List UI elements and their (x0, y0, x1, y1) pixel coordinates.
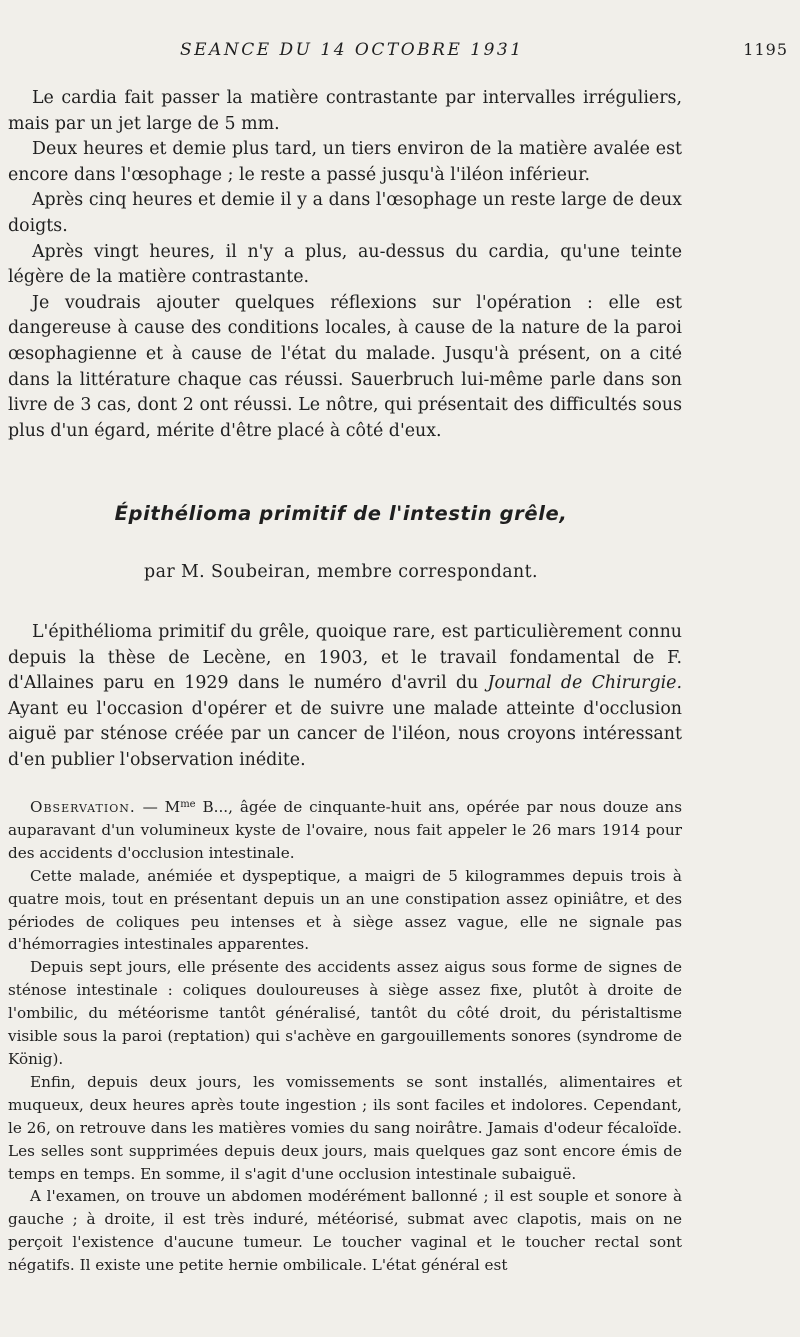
observation-first-text: B..., âgée de cinquante-huit ans, opérée par nous douze ans auparavant d'un volumineux kyste de l'ovaire, nous fait appeler le 26 mars 1914 pour des accidents d'occlusion intestinale. (8, 798, 682, 862)
page-header (10, 40, 800, 64)
intro-text-end: Ayant eu l'occasion d'opérer et de suivre une malade atteinte d'occlusion aiguë par sténose créée par un cancer de l'iléon, nous croyons intéressant d'en publier l'observation inédite. (8, 698, 682, 770)
article-byline: par M. Soubeiran, membre correspondant. (144, 562, 538, 582)
paragraph (8, 620, 682, 774)
observation-label: Observation. (30, 798, 136, 816)
paragraph: Je voudrais ajouter quelques réflexions sur l'opération : elle est dangereuse à cause des conditions locales, à cause de la nature de la paroi œsophagienne et à cause de l'état du malade. Jusqu'à présent, on a cité dans la littérature chaque cas réussi. Sauerbruch lui-même parle dans son livre de 3 cas, dont 2 ont réussi. Le nôtre, qui présentait des difficultés sous plus d'un égard, mérite d'être placé à côté d'eux. (8, 292, 682, 441)
paragraph: Après cinq heures et demie il y a dans l'œsophage un reste large de deux doigts. (8, 190, 682, 236)
paragraph: A l'examen, on trouve un abdomen modérément ballonné ; il est souple et sonore à gauche ; à droite, il est très induré, météorisé, submat avec clapotis, mais on ne perçoit l'existence d'aucune tumeur. Le toucher vaginal et le toucher rectal sont négatifs. Il existe une petite hernie ombilicale. L'état général est (8, 1187, 682, 1275)
running-title: SEANCE DU 14 OCTOBRE 1931 (180, 40, 524, 60)
paragraph: Après vingt heures, il n'y a plus, au-dessus du cardia, qu'une teinte légère de la matière contrastante. (8, 241, 682, 288)
paragraph: Deux heures et demie plus tard, un tiers environ de la matière avalée est encore dans l'œsophage ; le reste a passé jusqu'à l'iléon inférieur. (8, 139, 682, 185)
article-title: Épithélioma primitif de l'intestin grêle, (114, 502, 568, 525)
paragraph: Cette malade, anémiée et dyspeptique, a maigri de 5 kilogrammes depuis trois à quatre mois, tout en présentant depuis un an une constipation assez opiniâtre, et des périodes de coliques peu intenses et à siège assez vague, elle ne signale pas d'hémorragies intestinales apparentes. (8, 866, 682, 954)
title-superscript: me (180, 799, 196, 810)
journal-name: Journal de Chirurgie. (487, 673, 683, 694)
paragraph: Enfin, depuis deux jours, les vomissements se sont installés, alimentaires et muqueux, deux heures après toute ingestion ; ils sont faciles et indolores. Cependant, le 26, on retrouve dans les matières vomies du sang noirâtre. Jamais d'odeur fécaloïde. Les selles sont supprimées depuis deux jours, mais quelques gaz sont encore émis de temps en temps. En somme, il s'agit d'une occlusion intestinale subaiguë. (8, 1072, 682, 1183)
article-introduction (8, 620, 682, 774)
paragraph: Depuis sept jours, elle présente des accidents assez aigus sous forme de signes de sténose intestinale : coliques douloureuses à siège assez fixe, plutôt à droite de l'ombilic, du météorisme tantôt généralisé, tantôt du côté droit, du péristaltisme visible sous la paroi (reptation) qui s'achève en gargouillements sonores (syndrome de König). (8, 958, 682, 1068)
observation-section (8, 796, 682, 1277)
intro-text: L'épithélioma primitif du grêle, quoique rare, est particulièrement connu depuis la thèse de Lecène, en 1903, et le travail fondamental de F. d'Allaines paru en 1929 dans le numéro d'avril du (8, 622, 682, 694)
observation-dash: — M (135, 798, 181, 816)
paragraph: Le cardia fait passer la matière contrastante par intervalles irréguliers, mais par un jet large de 5 mm. (8, 88, 682, 134)
observation-opening (8, 796, 682, 865)
previous-article-conclusion (8, 86, 682, 444)
page-number: 1195 (743, 40, 788, 59)
